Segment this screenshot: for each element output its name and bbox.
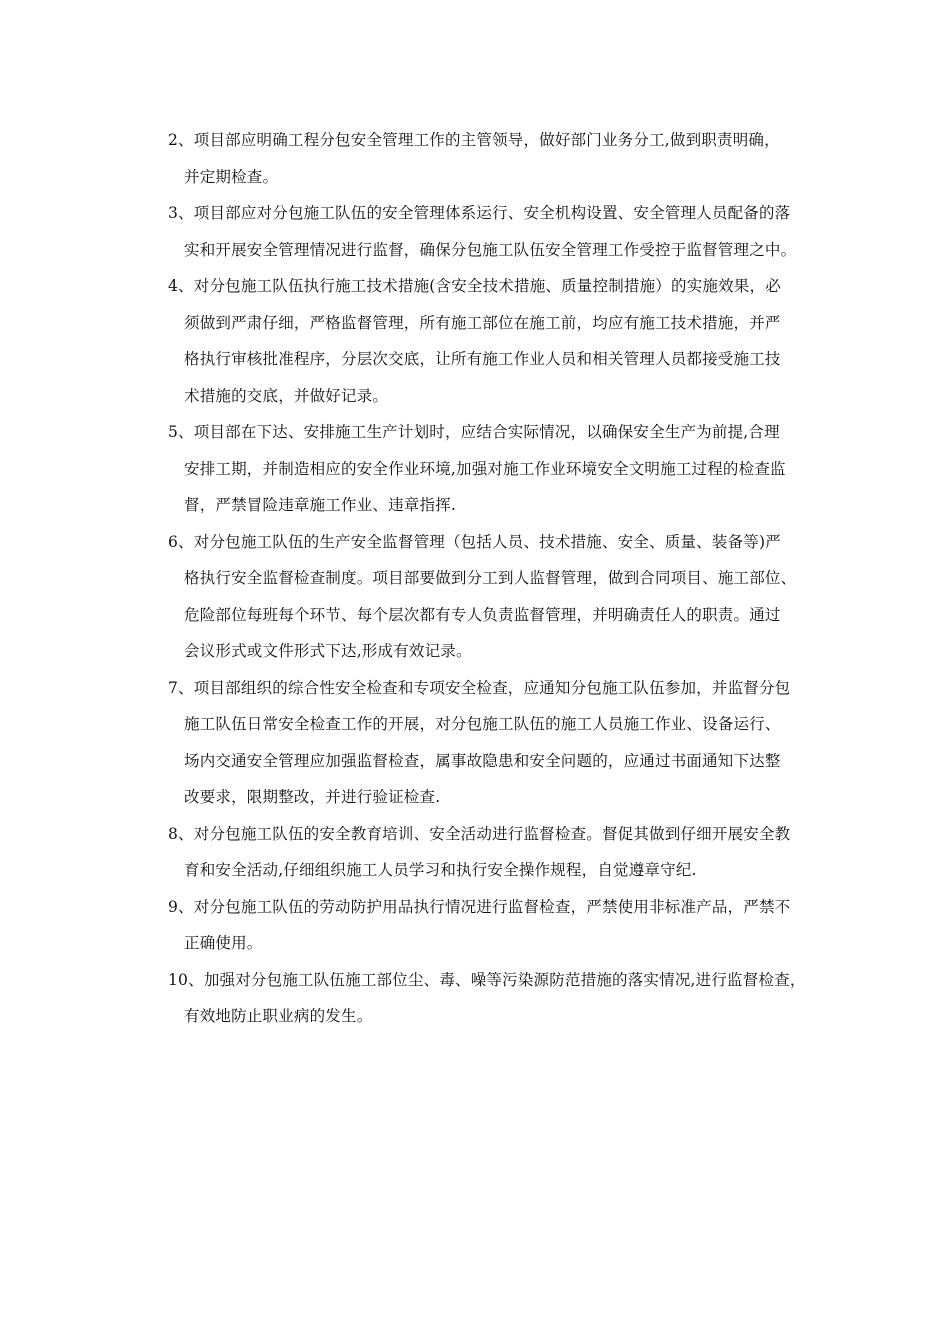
list-item-line: 2、项目部应明确工程分包安全管理工作的主管领导，做好部门业务分工,做到职责明确， <box>168 131 780 149</box>
list-item-line: 并定期检查。 <box>184 167 279 186</box>
list-item-line: 会议形式或文件形式下达,形成有效记录。 <box>184 642 472 660</box>
list-item-line: 场内交通安全管理应加强监督检查，属事故隐患和安全问题的，应通过书面通知下达整 <box>184 751 781 770</box>
list-item-line: 格执行安全监督检查制度。项目部要做到分工到人监督管理，做到合同项目、施工部位、 <box>184 569 797 587</box>
list-item-line: 育和安全活动,仔细组织施工人员学习和执行安全操作规程，自觉遵章守纪. <box>184 861 697 879</box>
list-item-8 <box>168 816 843 889</box>
list-item-2 <box>168 122 843 195</box>
list-item-line: 危险部位每班每个环节、每个层次都有专人负责监督管理，并明确责任人的职责。通过 <box>184 605 781 624</box>
list-item-line: 3、项目部应对分包施工队伍的安全管理体系运行、安全机构设置、安全管理人员配备的落 <box>168 204 791 222</box>
list-item-line: 7、项目部组织的综合性安全检查和专项安全检查，应通知分包施工队伍参加，并监督分包 <box>168 678 791 697</box>
list-item-line: 8、对分包施工队伍的安全教育培训、安全活动进行监督检查。督促其做到仔细开展安全教 <box>168 824 791 843</box>
list-item-4 <box>168 268 843 414</box>
list-item-line: 10、加强对分包施工队伍施工部位尘、毒、噪等污染源防范措施的落实情况,进行监督检查， <box>168 970 806 989</box>
list-item-6 <box>168 524 843 670</box>
list-item-7 <box>168 670 843 816</box>
list-item-line: 有效地防止职业病的发生。 <box>184 1007 373 1025</box>
list-item-5 <box>168 414 843 524</box>
list-item-line: 施工队伍日常安全检查工作的开展，对分包施工队伍的施工人员施工作业、设备运行、 <box>184 715 781 733</box>
list-item-line: 5、项目部在下达、安排施工生产计划时，应结合实际情况，以确保安全生产为前提,合理 <box>168 423 780 441</box>
list-item-9 <box>168 889 843 962</box>
list-item-line: 正确使用。 <box>184 934 263 952</box>
list-item-line: 改要求，限期整改，并进行验证检查. <box>184 788 441 806</box>
document-body <box>168 122 843 1035</box>
list-item-line: 术措施的交底，并做好记录。 <box>184 386 389 405</box>
list-item-line: 安排工期，并制造相应的安全作业环境,加强对施工作业环境安全文明施工过程的检查监 <box>184 459 786 478</box>
list-item-line: 格执行审核批准程序，分层次交底，让所有施工作业人员和相关管理人员都接受施工技 <box>184 350 781 368</box>
list-item-line: 4、对分包施工队伍执行施工技术措施(含安全技术措施、质量控制措施）的实施效果，必 <box>168 277 781 295</box>
list-item-line: 实和开展安全管理情况进行监督，确保分包施工队伍安全管理工作受控于监督管理之中。 <box>184 240 797 259</box>
list-item-3 <box>168 195 843 268</box>
list-item-line: 须做到严肃仔细，严格监督管理，所有施工部位在施工前，均应有施工技术措施，并严 <box>184 313 781 332</box>
list-item-line: 9、对分包施工队伍的劳动防护用品执行情况进行监督检查，严禁使用非标准产品，严禁不 <box>168 897 791 916</box>
list-item-10 <box>168 962 843 1035</box>
list-item-line: 督，严禁冒险违章施工作业、违章指挥. <box>184 496 457 514</box>
list-item-line: 6、对分包施工队伍的生产安全监督管理（包括人员、技术措施、安全、质量、装备等)严 <box>168 532 781 551</box>
